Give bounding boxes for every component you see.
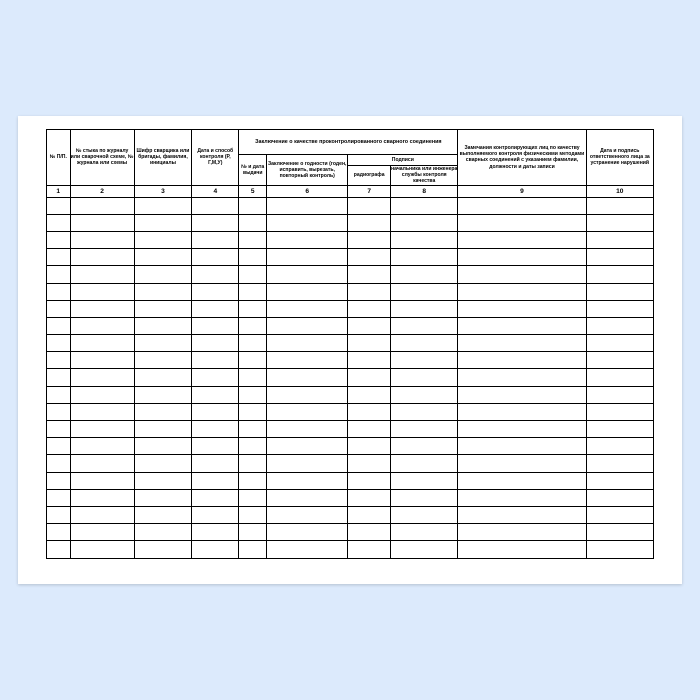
table-cell[interactable] bbox=[458, 421, 586, 438]
table-cell[interactable] bbox=[586, 335, 653, 352]
th-conclusion-group: Заключение о качестве проконтролированного сварного соединения bbox=[239, 130, 458, 155]
colnum-6: 6 bbox=[267, 185, 348, 197]
table-cell[interactable] bbox=[239, 403, 267, 420]
table-cell[interactable] bbox=[134, 403, 192, 420]
colnum-7: 7 bbox=[348, 185, 391, 197]
table-cell[interactable] bbox=[586, 541, 653, 558]
table-cell[interactable] bbox=[192, 197, 239, 214]
table-row[interactable] bbox=[47, 352, 654, 369]
table-cell[interactable] bbox=[586, 266, 653, 283]
table-cell[interactable] bbox=[586, 317, 653, 334]
table-cell[interactable] bbox=[70, 524, 134, 541]
table-cell[interactable] bbox=[134, 421, 192, 438]
table-cell[interactable] bbox=[192, 541, 239, 558]
table-cell[interactable] bbox=[47, 335, 71, 352]
table-cell[interactable] bbox=[348, 300, 391, 317]
quality-control-journal-table bbox=[46, 129, 654, 559]
th-issue-number-date: № и дата выдачи bbox=[239, 155, 267, 186]
table-cell[interactable] bbox=[192, 403, 239, 420]
table-cell[interactable] bbox=[267, 214, 348, 231]
table-row[interactable] bbox=[47, 249, 654, 266]
table-cell[interactable] bbox=[70, 266, 134, 283]
table-cell[interactable] bbox=[70, 335, 134, 352]
header-row-1 bbox=[47, 130, 654, 155]
table-cell[interactable] bbox=[586, 438, 653, 455]
table-cell[interactable] bbox=[239, 541, 267, 558]
table-row[interactable] bbox=[47, 541, 654, 558]
table-cell[interactable] bbox=[192, 300, 239, 317]
table-cell[interactable] bbox=[192, 369, 239, 386]
table-cell[interactable] bbox=[267, 455, 348, 472]
table-row[interactable] bbox=[47, 369, 654, 386]
table-cell[interactable] bbox=[134, 214, 192, 231]
table-cell[interactable] bbox=[192, 489, 239, 506]
table-cell[interactable] bbox=[134, 335, 192, 352]
table-cell[interactable] bbox=[192, 455, 239, 472]
table-cell[interactable] bbox=[134, 472, 192, 489]
table-cell[interactable] bbox=[586, 283, 653, 300]
table-cell[interactable] bbox=[47, 541, 71, 558]
table-cell[interactable] bbox=[267, 335, 348, 352]
table-cell[interactable] bbox=[458, 369, 586, 386]
table-cell[interactable] bbox=[348, 403, 391, 420]
table-cell[interactable] bbox=[239, 489, 267, 506]
table-body bbox=[47, 197, 654, 558]
table-cell[interactable] bbox=[348, 438, 391, 455]
colnum-1: 1 bbox=[47, 185, 71, 197]
table-cell[interactable] bbox=[70, 489, 134, 506]
table-cell[interactable] bbox=[586, 249, 653, 266]
table-row[interactable] bbox=[47, 214, 654, 231]
table-cell[interactable] bbox=[267, 438, 348, 455]
table-cell[interactable] bbox=[458, 472, 586, 489]
table-cell[interactable] bbox=[267, 541, 348, 558]
table-cell[interactable] bbox=[239, 472, 267, 489]
table-cell[interactable] bbox=[47, 300, 71, 317]
table-row[interactable] bbox=[47, 489, 654, 506]
table-cell[interactable] bbox=[458, 283, 586, 300]
table-cell[interactable] bbox=[267, 317, 348, 334]
colnum-3: 3 bbox=[134, 185, 192, 197]
table-cell[interactable] bbox=[192, 472, 239, 489]
table-cell[interactable] bbox=[192, 438, 239, 455]
table-cell[interactable] bbox=[134, 300, 192, 317]
table-cell[interactable] bbox=[239, 283, 267, 300]
table-cell[interactable] bbox=[391, 421, 458, 438]
table-row[interactable] bbox=[47, 231, 654, 248]
table-cell[interactable] bbox=[70, 214, 134, 231]
table-cell[interactable] bbox=[458, 541, 586, 558]
table-cell[interactable] bbox=[391, 300, 458, 317]
table-cell[interactable] bbox=[47, 352, 71, 369]
table-cell[interactable] bbox=[47, 197, 71, 214]
table-cell[interactable] bbox=[239, 249, 267, 266]
table-cell[interactable] bbox=[47, 249, 71, 266]
table-row[interactable] bbox=[47, 403, 654, 420]
table-row[interactable] bbox=[47, 335, 654, 352]
table-row[interactable] bbox=[47, 266, 654, 283]
table-cell[interactable] bbox=[348, 472, 391, 489]
table-cell[interactable] bbox=[586, 369, 653, 386]
table-cell[interactable] bbox=[134, 524, 192, 541]
table-cell[interactable] bbox=[267, 524, 348, 541]
table-cell[interactable] bbox=[134, 266, 192, 283]
table-cell[interactable] bbox=[70, 403, 134, 420]
table-cell[interactable] bbox=[458, 335, 586, 352]
table-cell[interactable] bbox=[239, 197, 267, 214]
table-cell[interactable] bbox=[47, 438, 71, 455]
table-cell[interactable] bbox=[348, 283, 391, 300]
table-cell[interactable] bbox=[70, 231, 134, 248]
table-cell[interactable] bbox=[586, 506, 653, 523]
table-cell[interactable] bbox=[391, 438, 458, 455]
table-cell[interactable] bbox=[47, 214, 71, 231]
table-cell[interactable] bbox=[586, 214, 653, 231]
table-cell[interactable] bbox=[348, 335, 391, 352]
table-cell[interactable] bbox=[586, 421, 653, 438]
table-row[interactable] bbox=[47, 317, 654, 334]
table-cell[interactable] bbox=[586, 300, 653, 317]
table-cell[interactable] bbox=[348, 506, 391, 523]
table-cell[interactable] bbox=[586, 472, 653, 489]
table-cell[interactable] bbox=[458, 300, 586, 317]
table-cell[interactable] bbox=[391, 369, 458, 386]
table-cell[interactable] bbox=[267, 352, 348, 369]
table-cell[interactable] bbox=[134, 197, 192, 214]
table-cell[interactable] bbox=[391, 403, 458, 420]
table-cell[interactable] bbox=[348, 386, 391, 403]
table-cell[interactable] bbox=[267, 472, 348, 489]
table-cell[interactable] bbox=[239, 506, 267, 523]
table-row[interactable] bbox=[47, 283, 654, 300]
table-cell[interactable] bbox=[70, 369, 134, 386]
table-row[interactable] bbox=[47, 197, 654, 214]
table-cell[interactable] bbox=[239, 438, 267, 455]
table-cell[interactable] bbox=[192, 214, 239, 231]
table-cell[interactable] bbox=[391, 489, 458, 506]
table-cell[interactable] bbox=[458, 197, 586, 214]
table-cell[interactable] bbox=[267, 421, 348, 438]
table-cell[interactable] bbox=[391, 386, 458, 403]
table-row[interactable] bbox=[47, 472, 654, 489]
table-cell[interactable] bbox=[391, 231, 458, 248]
table-cell[interactable] bbox=[458, 352, 586, 369]
table-cell[interactable] bbox=[586, 352, 653, 369]
table-cell[interactable] bbox=[267, 386, 348, 403]
table-cell[interactable] bbox=[70, 352, 134, 369]
table-cell[interactable] bbox=[70, 283, 134, 300]
table-cell[interactable] bbox=[458, 403, 586, 420]
table-cell[interactable] bbox=[458, 317, 586, 334]
table-cell[interactable] bbox=[458, 455, 586, 472]
table-cell[interactable] bbox=[70, 472, 134, 489]
table-cell[interactable] bbox=[192, 231, 239, 248]
table-cell[interactable] bbox=[239, 231, 267, 248]
table-cell[interactable] bbox=[458, 266, 586, 283]
table-cell[interactable] bbox=[348, 455, 391, 472]
table-cell[interactable] bbox=[47, 231, 71, 248]
table-cell[interactable] bbox=[348, 489, 391, 506]
table-cell[interactable] bbox=[267, 231, 348, 248]
table-cell[interactable] bbox=[348, 231, 391, 248]
table-cell[interactable] bbox=[348, 197, 391, 214]
table-cell[interactable] bbox=[239, 214, 267, 231]
table-cell[interactable] bbox=[239, 369, 267, 386]
table-cell[interactable] bbox=[134, 317, 192, 334]
table-cell[interactable] bbox=[134, 231, 192, 248]
table-cell[interactable] bbox=[134, 506, 192, 523]
table-cell[interactable] bbox=[348, 214, 391, 231]
th-responsible-signature: Дата и подпись ответственного лица за устранение нарушений bbox=[586, 130, 653, 186]
table-cell[interactable] bbox=[267, 369, 348, 386]
table-cell[interactable] bbox=[586, 197, 653, 214]
table-cell[interactable] bbox=[70, 317, 134, 334]
colnum-5: 5 bbox=[239, 185, 267, 197]
table-cell[interactable] bbox=[192, 249, 239, 266]
table-cell[interactable] bbox=[239, 421, 267, 438]
table-cell[interactable] bbox=[47, 472, 71, 489]
table-cell[interactable] bbox=[348, 266, 391, 283]
table-cell[interactable] bbox=[134, 438, 192, 455]
table-cell[interactable] bbox=[391, 541, 458, 558]
table-cell[interactable] bbox=[134, 386, 192, 403]
table-cell[interactable] bbox=[458, 214, 586, 231]
table-cell[interactable] bbox=[134, 283, 192, 300]
table-cell[interactable] bbox=[586, 524, 653, 541]
table-cell[interactable] bbox=[586, 386, 653, 403]
table-cell[interactable] bbox=[70, 455, 134, 472]
table-cell[interactable] bbox=[391, 472, 458, 489]
table-cell[interactable] bbox=[70, 541, 134, 558]
th-qc-chief: начальника или инженера службы контроля качества bbox=[391, 166, 458, 185]
th-joint-number: № стыка по журналу или сварочной схеме, № журнала или схемы bbox=[70, 130, 134, 186]
table-cell[interactable] bbox=[47, 266, 71, 283]
table-cell[interactable] bbox=[348, 249, 391, 266]
table-cell[interactable] bbox=[267, 249, 348, 266]
table-cell[interactable] bbox=[47, 506, 71, 523]
table-cell[interactable] bbox=[70, 438, 134, 455]
column-number-row bbox=[47, 185, 654, 197]
table-cell[interactable] bbox=[267, 506, 348, 523]
table-cell[interactable] bbox=[70, 386, 134, 403]
table-row[interactable] bbox=[47, 300, 654, 317]
table-cell[interactable] bbox=[70, 300, 134, 317]
th-remarks: Замечания контролирующих лиц по качеству выполняемого контроля физическими методами сварных соединений с указанием фамилии, должности и даты записи bbox=[458, 130, 586, 186]
table-cell[interactable] bbox=[267, 300, 348, 317]
table-cell[interactable] bbox=[192, 283, 239, 300]
table-cell[interactable] bbox=[239, 386, 267, 403]
table-cell[interactable] bbox=[47, 386, 71, 403]
table-cell[interactable] bbox=[70, 506, 134, 523]
table-cell[interactable] bbox=[192, 266, 239, 283]
colnum-10: 10 bbox=[586, 185, 653, 197]
table-cell[interactable] bbox=[239, 317, 267, 334]
table-cell[interactable] bbox=[47, 455, 71, 472]
table-cell[interactable] bbox=[348, 317, 391, 334]
table-row[interactable] bbox=[47, 524, 654, 541]
table-cell[interactable] bbox=[239, 352, 267, 369]
table-cell[interactable] bbox=[267, 283, 348, 300]
table-cell[interactable] bbox=[458, 386, 586, 403]
table-cell[interactable] bbox=[391, 317, 458, 334]
table-cell[interactable] bbox=[391, 352, 458, 369]
table-cell[interactable] bbox=[47, 283, 71, 300]
table-cell[interactable] bbox=[134, 489, 192, 506]
table-cell[interactable] bbox=[391, 524, 458, 541]
table-cell[interactable] bbox=[134, 352, 192, 369]
table-cell[interactable] bbox=[458, 249, 586, 266]
table-cell[interactable] bbox=[391, 266, 458, 283]
table-cell[interactable] bbox=[391, 455, 458, 472]
table-cell[interactable] bbox=[348, 421, 391, 438]
table-cell[interactable] bbox=[391, 214, 458, 231]
table-cell[interactable] bbox=[267, 489, 348, 506]
table-cell[interactable] bbox=[458, 524, 586, 541]
journal-sheet bbox=[46, 129, 654, 571]
th-date-method: Дата и способ контроля (Р, Г,М,У) bbox=[192, 130, 239, 186]
table-cell[interactable] bbox=[192, 421, 239, 438]
table-cell[interactable] bbox=[134, 369, 192, 386]
table-cell[interactable] bbox=[134, 455, 192, 472]
table-cell[interactable] bbox=[239, 335, 267, 352]
table-cell[interactable] bbox=[70, 197, 134, 214]
table-row[interactable] bbox=[47, 438, 654, 455]
table-row[interactable] bbox=[47, 386, 654, 403]
table-cell[interactable] bbox=[192, 335, 239, 352]
colnum-9: 9 bbox=[458, 185, 586, 197]
table-cell[interactable] bbox=[70, 421, 134, 438]
table-cell[interactable] bbox=[47, 317, 71, 334]
colnum-8: 8 bbox=[391, 185, 458, 197]
table-cell[interactable] bbox=[348, 524, 391, 541]
table-cell[interactable] bbox=[192, 524, 239, 541]
document-page bbox=[18, 116, 682, 584]
th-number: № П/П. bbox=[47, 130, 71, 186]
table-cell[interactable] bbox=[239, 455, 267, 472]
table-cell[interactable] bbox=[192, 317, 239, 334]
th-signatures-group: Подписи bbox=[348, 155, 458, 166]
table-cell[interactable] bbox=[586, 455, 653, 472]
table-cell[interactable] bbox=[267, 197, 348, 214]
table-cell[interactable] bbox=[586, 403, 653, 420]
table-cell[interactable] bbox=[348, 352, 391, 369]
table-cell[interactable] bbox=[348, 541, 391, 558]
table-cell[interactable] bbox=[192, 506, 239, 523]
table-cell[interactable] bbox=[134, 541, 192, 558]
table-cell[interactable] bbox=[267, 403, 348, 420]
table-cell[interactable] bbox=[391, 335, 458, 352]
table-cell[interactable] bbox=[70, 249, 134, 266]
table-row[interactable] bbox=[47, 421, 654, 438]
table-cell[interactable] bbox=[47, 524, 71, 541]
table-cell[interactable] bbox=[391, 506, 458, 523]
table-cell[interactable] bbox=[391, 197, 458, 214]
table-cell[interactable] bbox=[458, 231, 586, 248]
table-cell[interactable] bbox=[239, 266, 267, 283]
table-cell[interactable] bbox=[47, 489, 71, 506]
colnum-2: 2 bbox=[70, 185, 134, 197]
th-radiographer: радиографа bbox=[348, 166, 391, 186]
table-cell[interactable] bbox=[391, 249, 458, 266]
table-cell[interactable] bbox=[458, 506, 586, 523]
table-cell[interactable] bbox=[192, 386, 239, 403]
table-cell[interactable] bbox=[458, 438, 586, 455]
table-cell[interactable] bbox=[586, 489, 653, 506]
table-cell[interactable] bbox=[134, 249, 192, 266]
table-cell[interactable] bbox=[458, 489, 586, 506]
table-row[interactable] bbox=[47, 455, 654, 472]
table-cell[interactable] bbox=[47, 369, 71, 386]
table-cell[interactable] bbox=[391, 283, 458, 300]
table-cell[interactable] bbox=[239, 524, 267, 541]
table-cell[interactable] bbox=[47, 421, 71, 438]
table-cell[interactable] bbox=[586, 231, 653, 248]
table-cell[interactable] bbox=[192, 352, 239, 369]
colnum-4: 4 bbox=[192, 185, 239, 197]
th-welder-code: Шифр сварщика или бригады, фамилия, инициалы bbox=[134, 130, 192, 186]
th-fitness-conclusion: Заключение о годности (годен, исправить, вырезать, повторный контроль) bbox=[267, 155, 348, 186]
table-cell[interactable] bbox=[47, 403, 71, 420]
table-cell[interactable] bbox=[348, 369, 391, 386]
table-cell[interactable] bbox=[239, 300, 267, 317]
table-row[interactable] bbox=[47, 506, 654, 523]
table-cell[interactable] bbox=[267, 266, 348, 283]
